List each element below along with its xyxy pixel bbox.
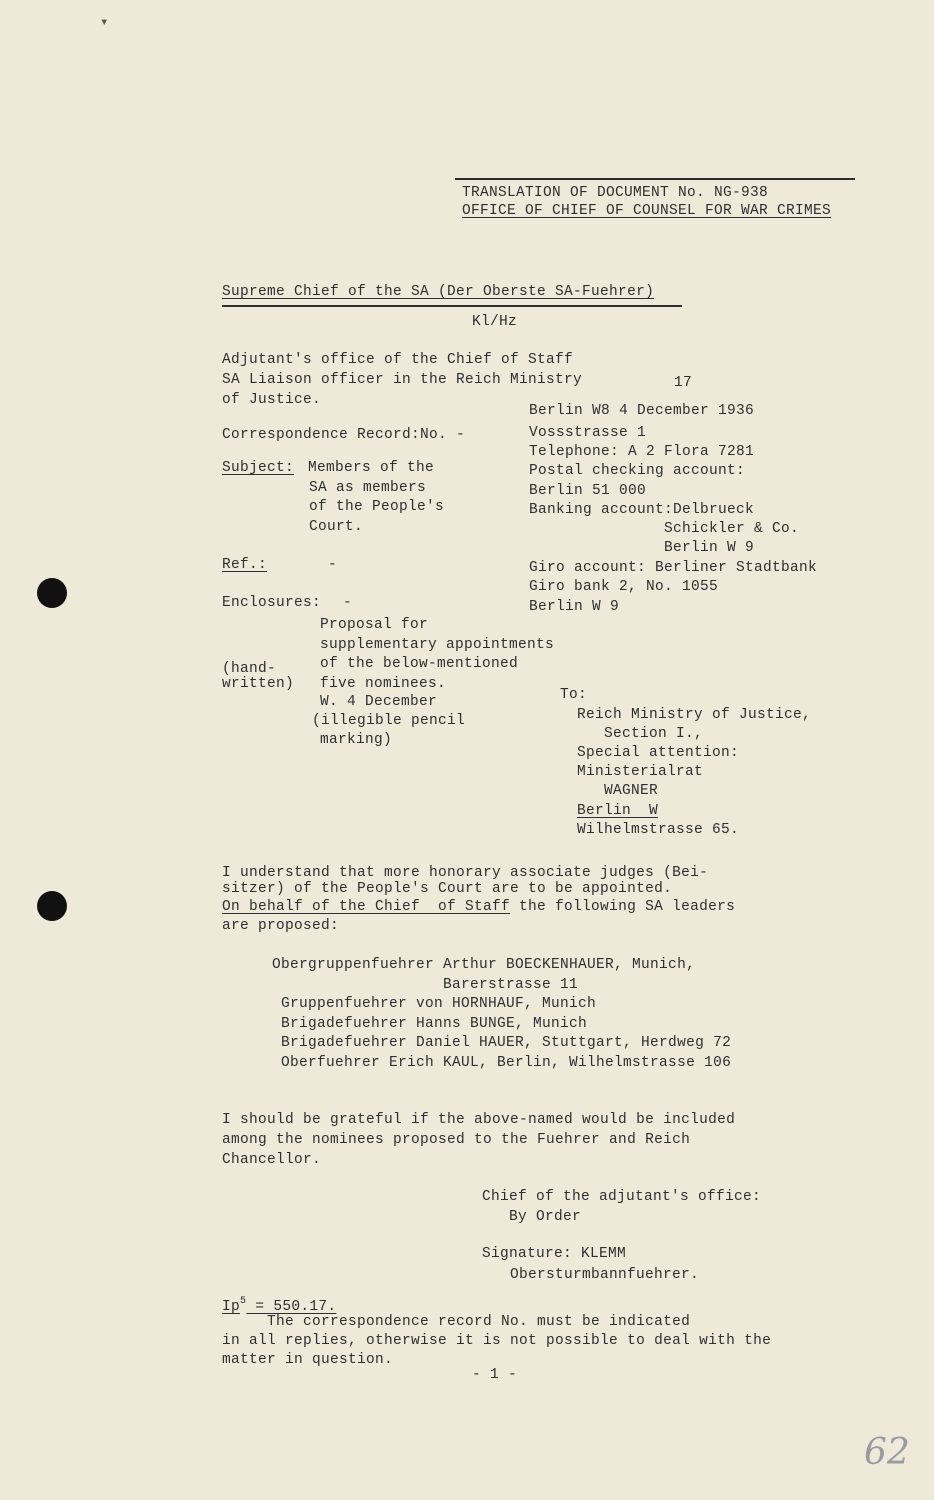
- header-rule-top: [455, 178, 855, 180]
- closing-line: By Order: [482, 1209, 582, 1225]
- ref-value: -: [328, 557, 338, 573]
- nominee-line: Barerstrasse 11: [272, 977, 579, 993]
- punch-hole: [37, 578, 67, 608]
- address-line: Vossstrasse 1: [529, 425, 647, 441]
- punch-hole: [37, 891, 67, 921]
- correspondence-record: Correspondence Record:No. -: [222, 427, 466, 443]
- body-line: the following SA leaders: [510, 899, 736, 915]
- address-line: Telephone: A 2 Flora 7281: [529, 444, 755, 460]
- recipient-street: Wilhelmstrasse 65.: [577, 822, 740, 838]
- ink-mark: ▾: [100, 15, 109, 31]
- closing-line: Chief of the adjutant's office:: [482, 1189, 762, 1205]
- translation-title: TRANSLATION OF DOCUMENT No. NG-938: [462, 185, 769, 201]
- recipient-line: Section I.,: [577, 726, 704, 742]
- ip-superscript: 5: [240, 1296, 247, 1307]
- recipient-to: To:: [560, 687, 588, 703]
- recipient-city: Berlin W: [577, 803, 659, 819]
- sender-number: 17: [674, 375, 693, 391]
- address-line: Berlin W 9: [529, 599, 620, 615]
- handwritten-line: (illegible pencil: [312, 713, 466, 729]
- handwritten-line: W. 4 December: [320, 694, 438, 710]
- handwritten-line: supplementary appointments: [320, 637, 555, 653]
- signature: Signature: KLEMM: [482, 1246, 627, 1262]
- body-line: among the nominees proposed to the Fuehrer and Reich: [222, 1132, 691, 1148]
- nominee-line: Oberfuehrer Erich KAUL, Berlin, Wilhelmstrasse 106: [272, 1055, 732, 1071]
- ip-label: Ip: [222, 1299, 241, 1315]
- handwritten-label: (hand-: [222, 661, 277, 677]
- address-line: Schickler & Co.: [529, 521, 800, 537]
- letterhead-title: Supreme Chief of the SA (Der Oberste SA-Fuehrer): [222, 284, 655, 300]
- body-underlined: On behalf of the Chief of Staff: [222, 899, 511, 915]
- nominee-line: Obergruppenfuehrer Arthur BOECKENHAUER, Munich,: [272, 957, 696, 973]
- address-line: Banking account:Delbrueck: [529, 502, 755, 518]
- footer-note: The correspondence record No. must be indicated: [222, 1314, 691, 1330]
- recipient-line: Special attention:: [577, 745, 740, 761]
- address-line: Berlin W 9: [529, 540, 755, 556]
- address-line: Berlin 51 000: [529, 483, 647, 499]
- signatory-rank: Obersturmbannfuehrer.: [492, 1267, 700, 1283]
- recipient-line: WAGNER: [577, 783, 659, 799]
- body-line: sitzer) of the People's Court are to be appointed.: [222, 881, 673, 897]
- address-line: Postal checking account:: [529, 463, 746, 479]
- nominee-line: Gruppenfuehrer von HORNHAUF, Munich: [272, 996, 597, 1012]
- sender-line: Adjutant's office of the Chief of Staff: [222, 352, 574, 368]
- address-line: Berlin W8 4 December 1936: [529, 403, 755, 419]
- subject-line: SA as members: [309, 480, 427, 496]
- office-title: OFFICE OF CHIEF OF COUNSEL FOR WAR CRIMES: [462, 203, 832, 219]
- body-line: Chancellor.: [222, 1152, 322, 1168]
- reference-code: Kl/Hz: [472, 314, 518, 330]
- recipient-line: Reich Ministry of Justice,: [577, 707, 812, 723]
- subject-line: Members of the: [299, 460, 435, 476]
- body-line: I understand that more honorary associate judges (Bei-: [222, 865, 709, 881]
- address-line: Giro account: Berliner Stadtbank: [529, 560, 818, 576]
- handwritten-line: Proposal for: [320, 617, 429, 633]
- recipient-line: Ministerialrat: [577, 764, 704, 780]
- handwritten-page-number: 62: [864, 1432, 910, 1473]
- sender-line: SA Liaison officer in the Reich Ministry: [222, 372, 583, 388]
- handwritten-label: written): [222, 676, 295, 692]
- enclosures-value: -: [334, 595, 353, 611]
- address-line: Giro bank 2, No. 1055: [529, 579, 719, 595]
- handwritten-line: five nominees.: [320, 676, 447, 692]
- footer-note: in all replies, otherwise it is not possible to deal with the: [222, 1333, 772, 1349]
- letterhead-rule: [222, 305, 682, 307]
- nominee-line: Brigadefuehrer Hanns BUNGE, Munich: [272, 1016, 588, 1032]
- handwritten-line: of the below-mentioned: [320, 656, 519, 672]
- ip-number: = 550.17.: [246, 1299, 337, 1315]
- subject-label: Subject:: [222, 460, 295, 476]
- enclosures-label: Enclosures:: [222, 595, 322, 611]
- handwritten-line: marking): [320, 732, 393, 748]
- footer-note: matter in question.: [222, 1352, 394, 1368]
- ref-label: Ref.:: [222, 557, 268, 573]
- subject-line: of the People's: [309, 499, 445, 515]
- body-line: are proposed:: [222, 918, 340, 934]
- subject-line: Court.: [309, 519, 364, 535]
- nominee-line: Brigadefuehrer Daniel HAUER, Stuttgart, Herdweg 72: [272, 1035, 732, 1051]
- body-line: I should be grateful if the above-named would be included: [222, 1112, 736, 1128]
- sender-line: of Justice.: [222, 392, 322, 408]
- page-number: - 1 -: [472, 1367, 518, 1383]
